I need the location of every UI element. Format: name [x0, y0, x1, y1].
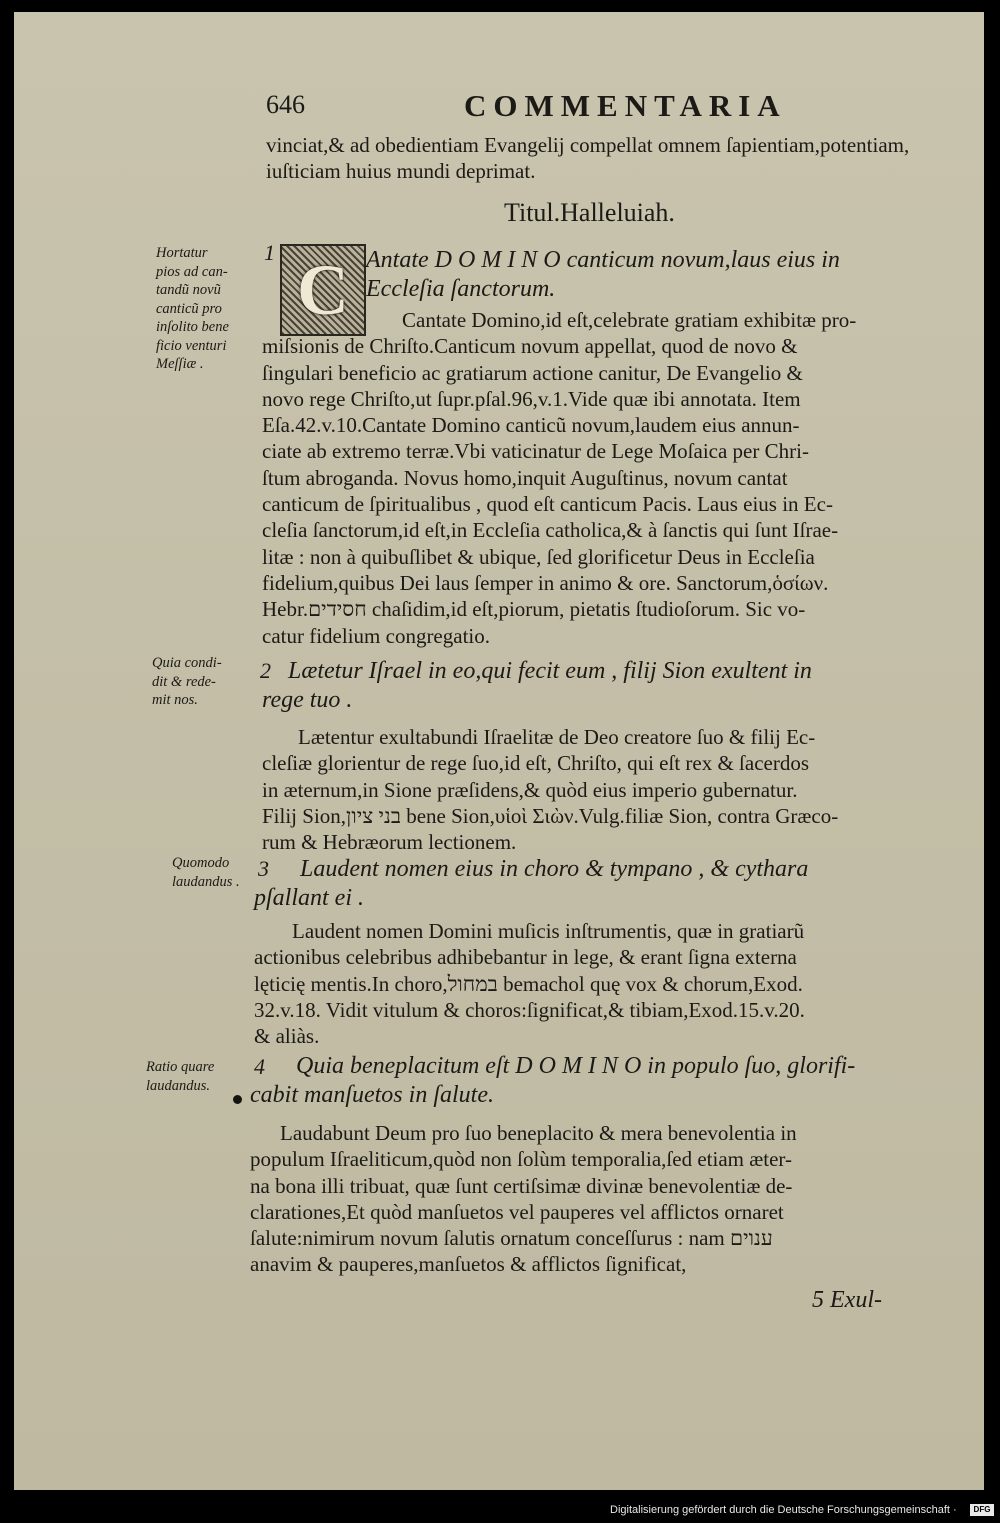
text-line: & aliàs. [254, 1024, 320, 1049]
text-line: fidelium,quibus Dei laus ſemper in animo & ore. Sanctorum,ὁσίων. [262, 570, 829, 595]
margin-line: ficio venturi [156, 337, 227, 354]
margin-line: tandũ novũ [156, 282, 221, 298]
margin-line: mit nos. [152, 692, 198, 708]
margin-line: laudandus . [172, 873, 240, 890]
margin-line: laudandus. [146, 1077, 211, 1094]
verse-4 [250, 1052, 855, 1110]
margin-line: Quia condi- [152, 655, 222, 671]
marginal-note [156, 244, 229, 374]
verse-3 [254, 855, 808, 913]
text-line: iuſticiam huius mundi deprimat. [266, 159, 536, 184]
text-line: in æternum,in Sione præſidens,& quòd eius imperio gubernatur. [262, 777, 798, 802]
text-line: Hebr.חסידים chaſidim,id eſt,piorum, pietatis ſtudioſorum. Sic vo- [262, 597, 806, 622]
verse-1 [366, 246, 840, 304]
verse-line: Eccleſia ſanctorum. [366, 276, 556, 302]
initial-letter: C [297, 250, 349, 330]
book-page [14, 12, 984, 1490]
margin-line: pios ad can- [156, 263, 228, 280]
catchword: 5 Exul- [812, 1287, 882, 1313]
text-line: novo rege Chriſto,ut ſupr.pſal.96,v.1.Vide quæ ibi annotata. Item [262, 386, 801, 411]
verse-line: Quia beneplacitum eſt D O M I N O in populo ſuo, glorifi- [296, 1053, 856, 1079]
text-line: canticum de ſpiritualibus , quod eſt canticum Pacis. Laus eius in Ec- [262, 492, 833, 517]
margin-line: canticũ pro [156, 300, 222, 317]
text-line: Eſa.42.v.10.Cantate Domino canticũ novum,laudem eius annun- [262, 413, 800, 438]
text-line: ſtum abroganda. Novus homo,inquit Auguſtinus, novum cantat [262, 465, 788, 490]
text-line: 32.v.18. Vidit vitulum & choros:ſignificat,& tibiam,Exod.15.v.20. [254, 997, 805, 1022]
margin-line: Ratio quare [146, 1059, 215, 1075]
verse-line: cabit manſuetos in ſalute. [250, 1082, 494, 1108]
text-line: ciate ab extremo terræ.Vbi vaticinatur de Lege Moſaica per Chri- [262, 439, 809, 464]
margin-line: dit & rede- [152, 673, 216, 690]
text-line: anavim & pauperes,manſuetos & afflictos ſignificat, [250, 1252, 687, 1277]
psalm-title: Titul.Halleluiah. [504, 198, 675, 227]
margin-line: Hortatur [156, 245, 208, 261]
text-line: actionibus celebribus adhibebantur in lege, & erant ſigna externa [254, 945, 797, 970]
margin-line: inſolito bene [156, 319, 229, 335]
text-line: catur fidelium congregatio. [262, 623, 490, 648]
verse-number: 2 [260, 658, 271, 683]
text-line: rum & Hebræorum lectionem. [262, 830, 517, 855]
text-line: cleſiæ glorientur de rege ſuo,id eſt, Chriſto, qui eſt rex & ſacerdos [262, 751, 810, 776]
page-number: 646 [266, 90, 305, 119]
verse-line: pſallant ei . [254, 885, 364, 911]
digitization-credit: Digitalisierung gefördert durch die Deutsche Forschungsgemeinschaft · [610, 1504, 957, 1516]
marginal-note [172, 854, 240, 891]
commentary-3 [254, 918, 805, 1049]
verse-line: rege tuo . [262, 687, 353, 713]
text-line: Cantate Domino,id eſt,celebrate gratiam exhibitæ pro- [402, 308, 857, 332]
text-line: ſingulari beneficio ac gratiarum actione canitur, De Evangelio & [262, 360, 803, 385]
text-line: Laudent nomen Domini muſicis inſtrumentis, quæ in gratiarũ [292, 919, 805, 943]
text-line: populum Iſraeliticum,quòd non ſolùm temporalia,ſed etiam æter- [250, 1147, 792, 1172]
text-line: Filij Sion,בני ציון bene Sion,υἱοὶ Σιὼν.Vulg.filiæ Sion, contra Græco- [262, 803, 839, 828]
text-line: lęticię mentis.In choro,במחול bemachol quę vox & chorum,Exod. [254, 971, 803, 996]
running-title: COMMENTARIA [464, 88, 787, 123]
commentary-1 [262, 307, 856, 649]
text-line: ſalute:nimirum novum ſalutis ornatum conceſſurus : nam ענוים [250, 1226, 773, 1251]
verse-number: 4 [254, 1054, 265, 1079]
text-line: vinciat,& ad obedientiam Evangelij compellat omnem ſapientiam,potentiam, [266, 133, 910, 157]
verse-number: 1 [264, 240, 275, 265]
text-line: cleſia ſanctorum,id eſt,in Eccleſia catholica,& à ſanctis qui ſunt Iſrae- [262, 518, 839, 543]
verse-line: Antate D O M I N O canticum novum,laus eius in [366, 247, 840, 273]
verse-line: Laudent nomen eius in choro & tympano , & cythara [300, 856, 809, 882]
commentary-4 [250, 1120, 797, 1278]
margin-line: Quomodo [172, 855, 230, 871]
text-line: litæ : non à quibuſlibet & ubique, ſed glorificetur Deus in Eccleſia [262, 544, 815, 569]
verse-2 [262, 657, 812, 715]
marginal-note [152, 654, 222, 710]
text-line: Laudabunt Deum pro ſuo beneplacito & mera benevolentia in [280, 1121, 797, 1145]
marginal-note [146, 1058, 214, 1095]
text-line: clarationes,Et quòd manſuetos vel pauperes vel afflictos ornaret [250, 1199, 784, 1224]
margin-line: Meſſiæ . [156, 356, 204, 372]
verse-number: 3 [258, 856, 269, 881]
text-line: Lætentur exultabundi Iſraelitæ de Deo creatore ſuo & filij Ec- [298, 725, 816, 749]
commentary-2 [262, 724, 838, 855]
verse-line: Lætetur Iſrael in eo,qui fecit eum , filij Sion exultent in [288, 658, 812, 684]
text-line: miſsionis de Chriſto.Canticum novum appellat, quod de novo & [262, 334, 798, 359]
dfg-logo: DFG [970, 1504, 994, 1516]
top-lines [266, 132, 909, 185]
ink-dot [233, 1095, 242, 1104]
text-line: na bona illi tribuat, quæ ſunt certiſsimæ divinæ benevolentiæ de- [250, 1173, 793, 1198]
